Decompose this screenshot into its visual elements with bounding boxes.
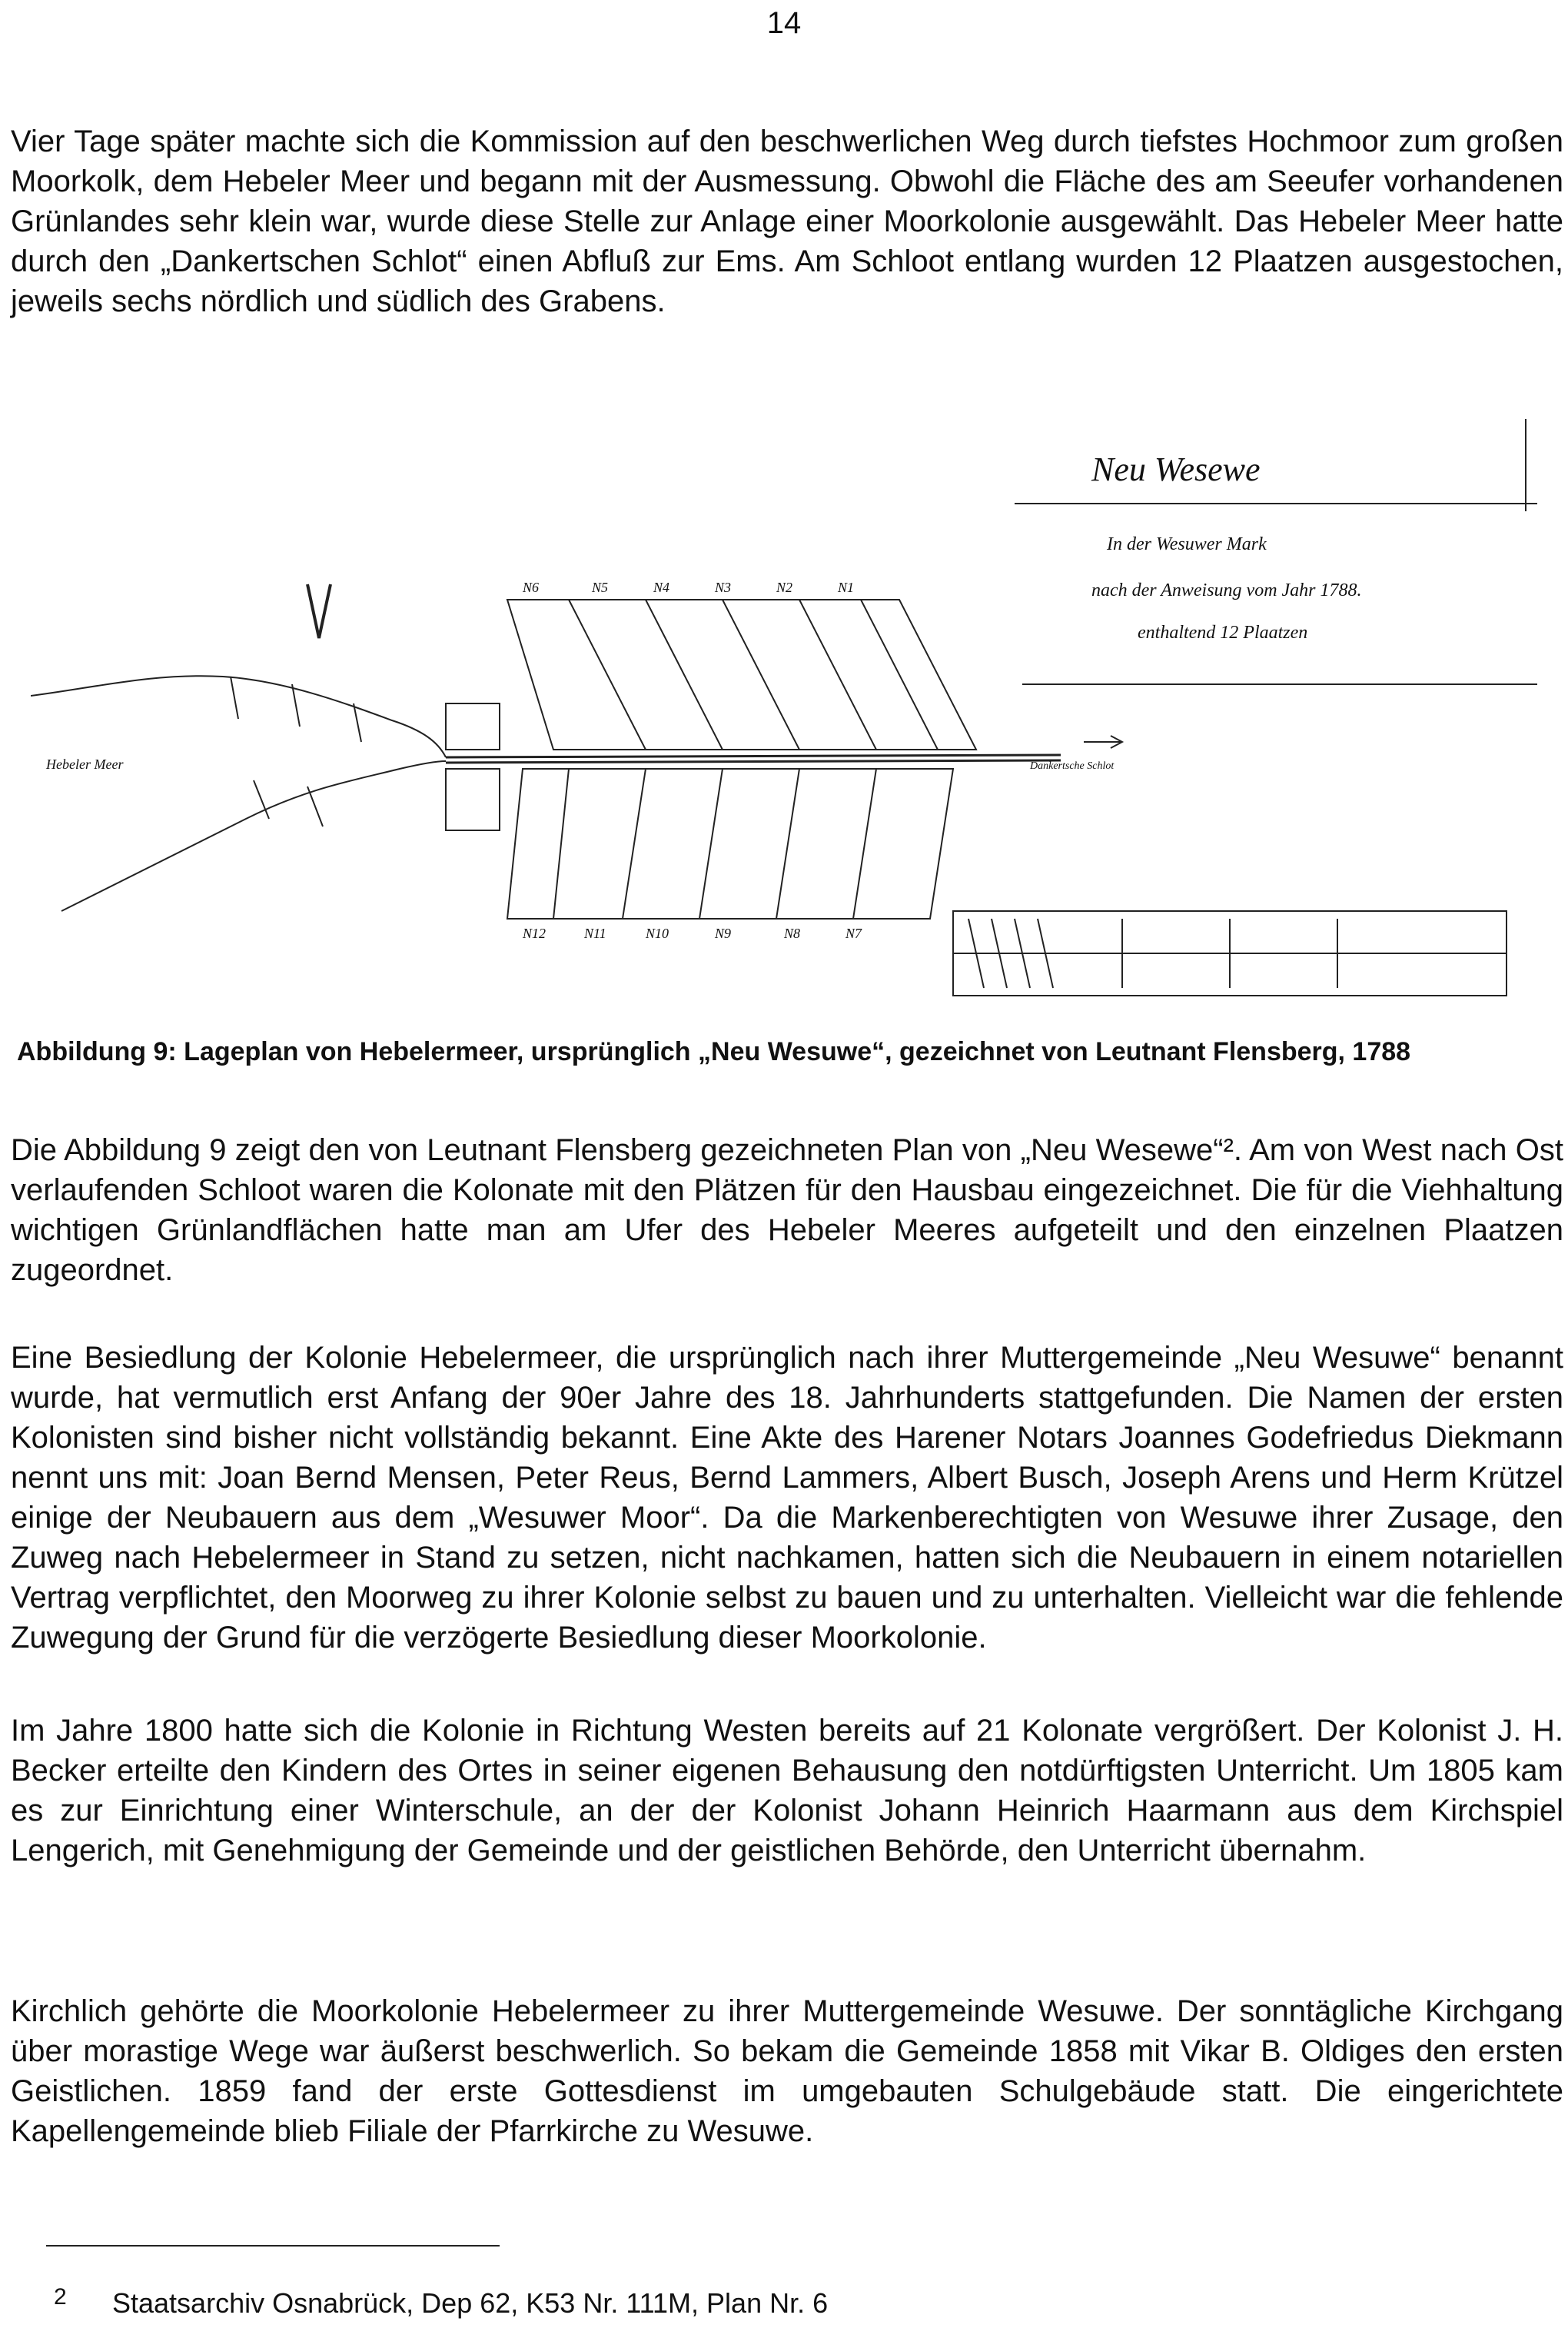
paragraph-5: Kirchlich gehörte die Moorkolonie Hebelermeer zu ihrer Muttergemeinde Wesuwe. Der sonntägliche Kirchgang über morastige Wege war äußerst beschwerlich. So bekam die Gemeinde 1858 mit Vikar B. Oldiges den ersten Geistlichen. 1859 fand der erste Gottesdienst im umgebauten Schulgebäude statt. Die eingerichtete Kapellengemeinde blieb Filiale der Pfarrkirche zu Wesuwe.	[11, 1994, 1563, 2148]
plot-label: N5	[592, 580, 609, 595]
plot-label: N4	[653, 580, 670, 595]
plot-label: N10	[646, 926, 669, 941]
paragraph-1: Vier Tage später machte sich die Kommission auf den beschwerlichen Weg durch tiefstes Hochmoor zum großen Moorkolk, dem Hebeler Meer und begann mit der Ausmessung. Obwohl die Fläche des am Seeufer vorhandenen Grünlandes sehr klein war, wurde diese Stelle zur Anlage einer Moorkolonie ausgewählt. Das Hebeler Meer hatte durch den „Dankertschen Schlot“ einen Abfluß zur Ems. Am Schloot entlang wurden 12 Plaatzen ausgestochen, jeweils sechs nördlich und südlich des Grabens.	[11, 125, 1563, 318]
map-subtitle-2: nach der Anweisung vom Jahr 1788.	[1091, 580, 1362, 600]
map-subtitle-1: In der Wesuwer Mark	[1107, 534, 1267, 554]
plot-label: N3	[715, 580, 732, 595]
map-title: Neu Wesewe	[1091, 451, 1261, 488]
footnote-number: 2	[54, 2284, 67, 2310]
page-number: 14	[766, 6, 802, 40]
lake-label: Hebeler Meer	[46, 757, 124, 772]
figure-caption: Abbildung 9: Lageplan von Hebelermeer, ursprünglich „Neu Wesuwe“, gezeichnet von Leutnant Flensberg, 1788	[17, 1037, 1411, 1066]
footnote-rule	[46, 2245, 500, 2247]
plot-label: N2	[776, 580, 793, 595]
paragraph-3: Eine Besiedlung der Kolonie Hebelermeer, die ursprünglich nach ihrer Muttergemeinde „Neu Wesuwe“ benannt wurde, hat vermutlich erst Anfang der 90er Jahre des 18. Jahrhunderts stattgefunden. Die Namen der ersten Kolonisten sind bisher nicht vollständig bekannt. Eine Akte des Harener Notars Joannes Godefriedus Diekmann nennt uns mit: Joan Bernd Mensen, Peter Reus, Bernd Lammers, Albert Busch, Joseph Arens und Herm Krützel einige der Neubauern aus dem „Wesuwer Moor“. Da die Markenberechtigten von Wesuwe ihrer Zusage, den Zuweg nach Hebelermeer in Stand zu setzen, nicht nachkamen, hatten sich die Neubauern in einem notariellen Vertrag verpflichtet, den Moorweg zu ihrer Kolonie selbst zu bauen und zu unterhalten. Vielleicht war die fehlende Zuwegung der Grund für die verzögerte Besiedlung dieser Moorkolonie.	[11, 1341, 1563, 1655]
historic-map-figure	[31, 419, 1537, 1019]
map-drawing	[31, 419, 1537, 1019]
paragraph-2: Die Abbildung 9 zeigt den von Leutnant Flensberg gezeichneten Plan von „Neu Wesewe“². Am von West nach Ost verlaufenden Schloot waren die Kolonate mit den Plätzen für den Hausbau eingezeichnet. Die für die Viehhaltung wichtigen Grünlandflächen hatte man am Ufer des Hebeler Meeres aufgeteilt und den einzelnen Plaatzen zugeordnet.	[11, 1133, 1563, 1287]
plot-label: N1	[838, 580, 855, 595]
paragraph-4: Im Jahre 1800 hatte sich die Kolonie in Richtung Westen bereits auf 21 Kolonate vergrößert. Der Kolonist J. H. Becker erteilte den Kindern des Ortes in seiner eigenen Behausung den notdürftigsten Unterricht. Um 1805 kam es zur Einrichtung einer Winterschule, an der der Kolonist Johann Heinrich Haarmann aus dem Kirchspiel Lengerich, mit Genehmigung der Gemeinde und der geistlichen Behörde, den Unterricht übernahm.	[11, 1714, 1563, 1867]
plot-label: N11	[584, 926, 606, 941]
canal-label: Dankertsche Schlot	[1030, 760, 1115, 772]
footnote-text: Staatsarchiv Osnabrück, Dep 62, K53 Nr. 111M, Plan Nr. 6	[112, 2287, 829, 2319]
plot-label: N7	[845, 926, 862, 941]
plot-label: N6	[523, 580, 540, 595]
plot-label: N12	[523, 926, 546, 941]
map-subtitle-3: enthaltend 12 Plaatzen	[1138, 623, 1308, 643]
plot-label: N9	[715, 926, 732, 941]
plot-label: N8	[784, 926, 801, 941]
